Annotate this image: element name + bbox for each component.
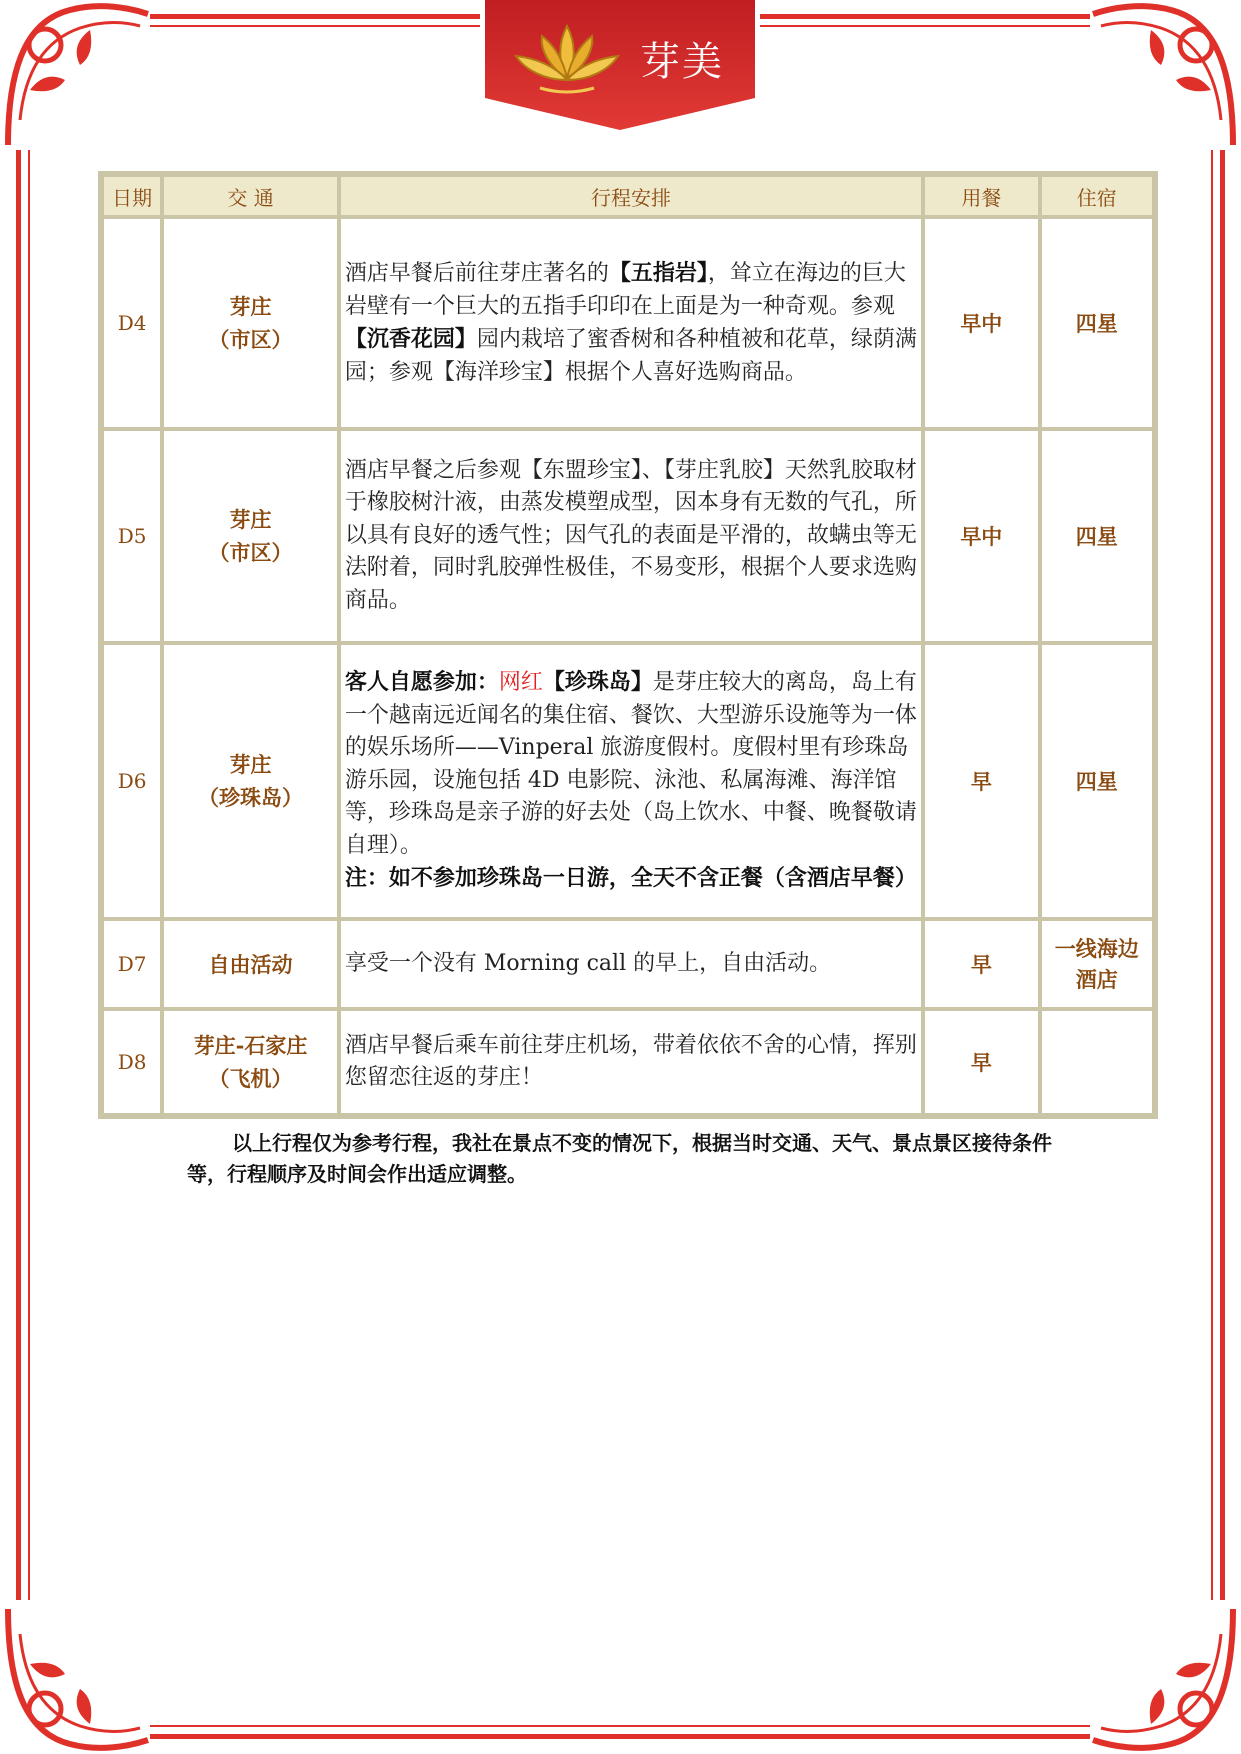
- schedule-text: 酒店早餐后乘车前往芽庄机场，带着依依不舍的心情，挥别您留恋往返的芽庄！: [344, 1032, 917, 1090]
- frame-top-left-inner: [150, 25, 480, 27]
- schedule-text: 享受一个没有 Morning call 的早上，自由活动。: [344, 950, 832, 976]
- lodging-line-1: 四星: [1075, 310, 1118, 336]
- transport-line-2: （珍珠岛）: [198, 785, 304, 810]
- meals-cell: 早中: [923, 217, 1039, 429]
- frame-top-right-inner: [760, 25, 1090, 27]
- lodging-cell: [1040, 919, 1154, 1009]
- schedule-text: 【沉香花园】: [344, 326, 477, 352]
- transport-line-1: 芽庄-石家庄: [193, 1033, 308, 1058]
- meals-cell: 早中: [923, 429, 1039, 643]
- frame-top-right: [760, 14, 1090, 19]
- transport-line-2: （飞机）: [208, 1066, 293, 1091]
- transport-line-2: （市区）: [208, 540, 293, 565]
- schedule-text: 客人自愿参加：: [344, 669, 499, 696]
- lodging-cell: [1040, 429, 1154, 643]
- table-header-row: [102, 175, 1154, 217]
- transport-line-1: 芽庄: [229, 294, 272, 319]
- schedule-text: 是芽庄较大的离岛，岛上有一个越南远近闻名的集住宿、餐饮、大型游乐设施等为一体的娱乐场所——Vinperal 旅游度假村。度假村里有珍珠岛游乐园，设施包括 4D 电影院、泳池、私属海滩、海洋馆等，珍珠岛是亲子游的好去处（岛上饮水、中餐、晚餐敬请自理）。: [344, 670, 917, 858]
- schedule-text: 网红: [498, 670, 543, 696]
- schedule-text: ，耸立在海边的巨大岩壁有一个巨大的五指手印印在上面是为一种奇观。参观: [344, 261, 906, 319]
- schedule-cell: [339, 217, 923, 429]
- header-meals: 用餐: [923, 175, 1039, 217]
- day-cell: D7: [102, 919, 162, 1009]
- lodging-line-1: 一线海边: [1054, 936, 1139, 961]
- transport-line-1: 芽庄: [229, 752, 272, 777]
- footnote: 以上行程仅为参考行程，我社在景点不变的情况下，根据当时交通、天气、景点景区接待条件等，行程顺序及时间会作出适应调整。: [187, 1131, 1052, 1186]
- transport-cell: [162, 429, 339, 643]
- lotus-logo-icon: [510, 18, 625, 98]
- lodging-line-1: 四星: [1075, 768, 1118, 794]
- frame-bottom-inner: [150, 1725, 1090, 1727]
- header-lodging: 住宿: [1040, 175, 1154, 217]
- corner-ornament-top-right: [1091, 0, 1241, 150]
- meals-cell: 早: [923, 1009, 1039, 1115]
- schedule-text: 注：如不参加珍珠岛一日游，全天不含正餐（含酒店早餐）: [344, 865, 917, 892]
- schedule-text: 【珍珠岛】: [542, 669, 653, 696]
- corner-ornament-top-left: [0, 0, 150, 150]
- transport-cell: [162, 217, 339, 429]
- frame-right-inner: [1211, 150, 1213, 1600]
- frame-left-inner: [28, 150, 30, 1600]
- frame-bottom: [150, 1734, 1090, 1739]
- table-row: [102, 1009, 1154, 1115]
- itinerary-table: [98, 171, 1158, 1119]
- day-cell: D6: [102, 643, 162, 919]
- transport-cell: [162, 1009, 339, 1115]
- header-transport: 交 通: [162, 175, 339, 217]
- corner-ornament-bottom-right: [1091, 1604, 1241, 1754]
- day-cell: D4: [102, 217, 162, 429]
- transport-cell: [162, 919, 339, 1009]
- frame-right-outer: [1220, 150, 1225, 1600]
- brand-name: 芽美: [640, 39, 724, 85]
- schedule-cell: [339, 1009, 923, 1115]
- transport-cell: [162, 643, 339, 919]
- corner-ornament-bottom-left: [0, 1604, 150, 1754]
- transport-line-2: （市区）: [208, 327, 293, 352]
- meals-cell: 早: [923, 643, 1039, 919]
- lodging-cell: [1040, 217, 1154, 429]
- table-row: [102, 217, 1154, 429]
- schedule-cell: [339, 643, 923, 919]
- frame-top-left: [150, 14, 480, 19]
- schedule-text: 酒店早餐之后参观【东盟珍宝】、【芽庄乳胶】天然乳胶取材于橡胶树汁液，由蒸发模塑成型，因本身有无数的气孔，所以具有良好的透气性；因气孔的表面是平滑的，故螨虫等无法附着，同时乳胶弹性极佳，不易变形，根据个人要求选购商品。: [344, 457, 917, 613]
- day-cell: D5: [102, 429, 162, 643]
- schedule-cell: [339, 919, 923, 1009]
- table-row: [102, 919, 1154, 1009]
- lodging-cell: [1040, 643, 1154, 919]
- transport-line-1: 芽庄: [229, 507, 272, 532]
- lodging-line-2: 酒店: [1075, 967, 1118, 992]
- lodging-cell: [1040, 1009, 1154, 1115]
- transport-line-1: 自由活动: [208, 951, 293, 977]
- lodging-line-1: 四星: [1075, 523, 1118, 549]
- meals-cell: 早: [923, 919, 1039, 1009]
- header-day: 日期: [102, 175, 162, 217]
- frame-left-outer: [16, 150, 21, 1600]
- table-row: [102, 643, 1154, 919]
- schedule-text: 园内栽培了蜜香树和各种植被和花草，绿荫满园；参观【海洋珍宝】根据个人喜好选购商品。: [344, 327, 917, 385]
- schedule-cell: [339, 429, 923, 643]
- day-cell: D8: [102, 1009, 162, 1115]
- schedule-text: 【五指岩】: [608, 260, 708, 286]
- table-row: [102, 429, 1154, 643]
- header-schedule: 行程安排: [339, 175, 923, 217]
- schedule-text: 酒店早餐后前往芽庄著名的: [344, 261, 609, 286]
